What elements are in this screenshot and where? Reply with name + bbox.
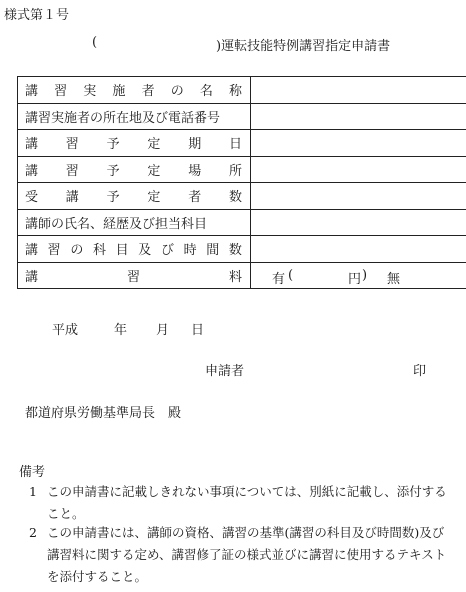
row-label-cell	[18, 262, 251, 289]
row-value-cell[interactable]	[251, 183, 466, 210]
fee-yen-unit: 円	[348, 271, 362, 287]
fee-has-option: 有	[272, 271, 286, 287]
date-era: 平成	[52, 323, 79, 338]
row-value-cell[interactable]	[251, 130, 466, 157]
table-row	[18, 103, 466, 130]
title-paren-open: (	[92, 35, 98, 50]
date-month: 月	[156, 323, 170, 338]
fee-none-option: 無	[387, 271, 401, 287]
row-value-cell[interactable]	[251, 103, 466, 130]
table-row	[18, 183, 466, 210]
row-label: 講師の氏名、経歴及び担当科目	[25, 216, 208, 232]
title-text: )運転技能特例講習指定申請書	[216, 39, 391, 54]
row-label-cell	[18, 130, 251, 157]
note-item	[29, 522, 454, 588]
row-value-cell[interactable]	[251, 209, 466, 236]
seal-mark: 印	[413, 364, 427, 379]
row-value-cell[interactable]	[251, 156, 466, 183]
row-value-cell[interactable]	[251, 236, 466, 263]
row-label: 受 講 予 定 者 数	[25, 190, 242, 206]
table-row	[18, 130, 466, 157]
date-day: 日	[191, 323, 205, 338]
notes-title: 備考	[19, 465, 46, 480]
table-row	[18, 262, 466, 289]
row-label-cell	[18, 209, 251, 236]
applicant-label: 申請者	[205, 364, 245, 379]
addressee: 都道府県労働基準局長 殿	[25, 406, 182, 421]
row-value-cell[interactable]	[251, 262, 466, 289]
row-value-cell[interactable]	[251, 77, 466, 104]
row-label-cell	[18, 236, 251, 263]
table-row	[18, 77, 466, 104]
row-label-cell	[18, 156, 251, 183]
note-text: この申請書には、講師の資格、講習の基準(講習の科目及び時間数)及び講習料に関する定め、講習修了証の様式並びに講習に使用するテキストを添付すること。	[47, 525, 447, 584]
fee-paren-close: )	[362, 267, 368, 283]
form-number: 様式第１号	[4, 8, 70, 23]
table-row	[18, 236, 466, 263]
date-year: 年	[114, 323, 128, 338]
table-row	[18, 156, 466, 183]
row-label: 講 習 料	[25, 269, 242, 285]
row-label: 講 習 実 施 者 の 名 称	[25, 84, 242, 100]
row-label: 講 習 の 科 目 及 び 時 間 数	[25, 243, 242, 259]
row-label: 講 習 予 定 場 所	[25, 163, 242, 179]
fee-value	[251, 263, 466, 289]
row-label: 講習実施者の所在地及び電話番号	[25, 110, 221, 126]
note-text: この申請書に記載しきれない事項については、別紙に記載し、添付すること。	[47, 484, 447, 521]
note-item	[29, 481, 454, 525]
table-row	[18, 209, 466, 236]
row-label: 講 習 予 定 期 日	[25, 137, 242, 153]
fee-paren-open: (	[288, 267, 294, 283]
note-number: 2	[29, 525, 37, 540]
application-table	[17, 76, 466, 289]
note-number: 1	[29, 484, 37, 499]
row-label-cell	[18, 183, 251, 210]
document-title	[0, 35, 466, 54]
row-label-cell	[18, 77, 251, 104]
row-label-cell	[18, 103, 251, 130]
